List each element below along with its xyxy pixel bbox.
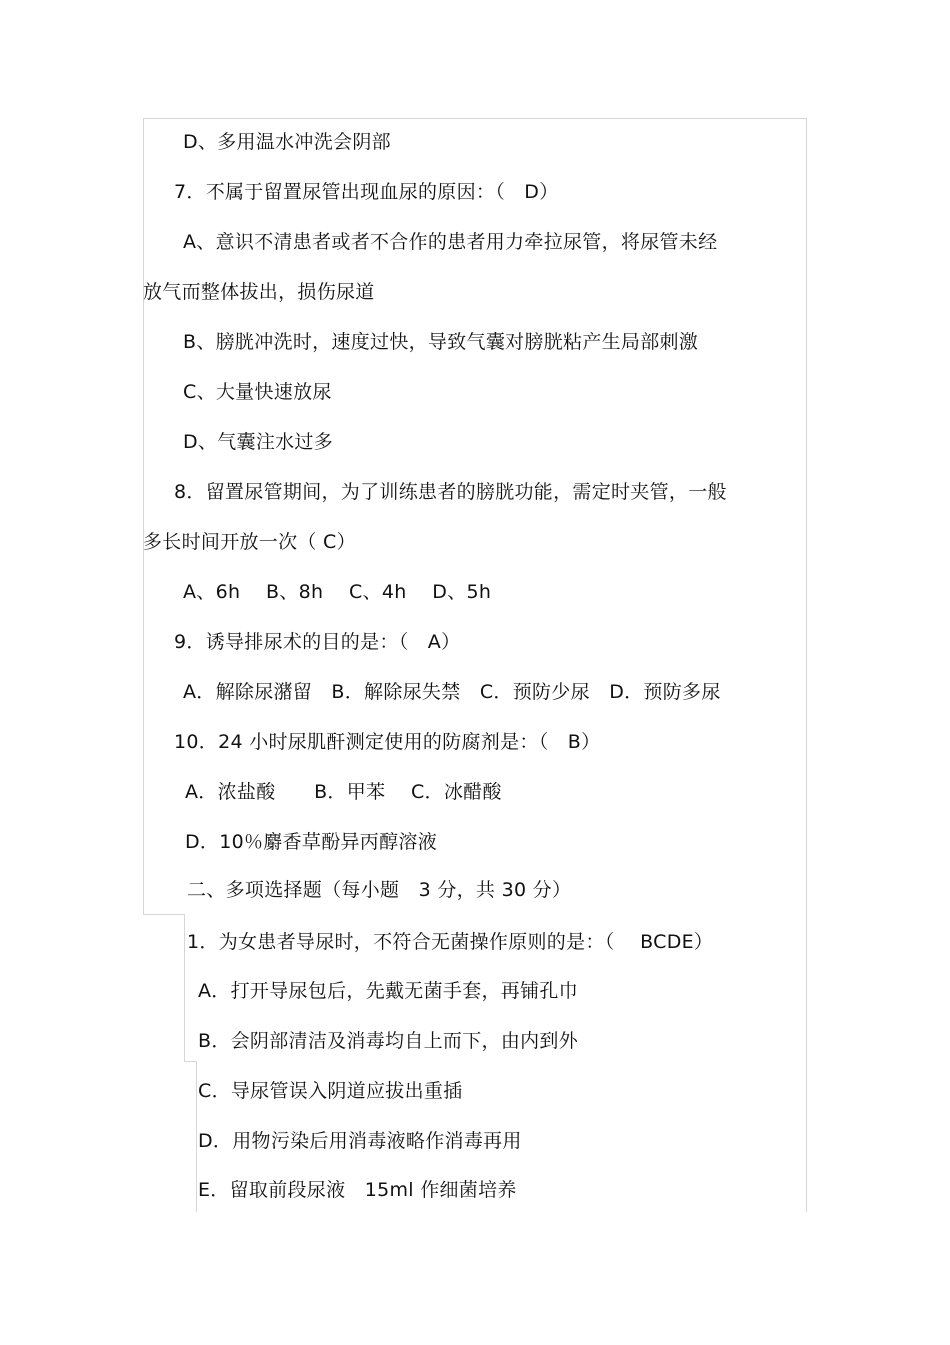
multi-option-c-1: C．导尿管误入阴道应拔出重插 [198, 1080, 463, 1102]
frame-notch-top [143, 914, 185, 915]
frame-right-line [806, 118, 807, 1212]
option-b-7: B、膀胱冲洗时，速度过快，导致气囊对膀胱粘产生局部刺激 [183, 331, 699, 353]
option-d-6: D、多用温水冲洗会阴部 [183, 131, 391, 153]
multi-option-d-1: D．用物污染后用消毒液略作消毒再用 [198, 1130, 522, 1152]
option-a-7-continued: 放气而整体拔出，损伤尿道 [143, 281, 375, 303]
section-heading-multiple-choice: 二、多项选择题（每小题 3 分，共 30 分） [187, 879, 572, 901]
option-d-10: D．10％麝香草酚异丙醇溶液 [185, 831, 438, 853]
frame-top-line [143, 118, 807, 119]
frame-notch-left [184, 914, 185, 1062]
options-8: A、6h B、8h C、4h D、5h [183, 581, 492, 603]
question-8: 8．留置尿管期间，为了训练患者的膀胱功能，需定时夹管，一般 [174, 481, 727, 503]
multi-option-b-1: B．会阴部清洁及消毒均自上而下，由内到外 [198, 1030, 579, 1052]
question-10: 10．24 小时尿肌酐测定使用的防腐剂是：（ B） [174, 731, 601, 753]
frame-left-line-lower [196, 1061, 197, 1212]
multi-question-1: 1．为女患者导尿时，不符合无菌操作原则的是：（ BCDE） [187, 931, 714, 953]
options-10-abc: A．浓盐酸 B．甲苯 C．冰醋酸 [185, 781, 502, 803]
multi-option-a-1: A．打开导尿包后，先戴无菌手套，再铺孔巾 [198, 980, 578, 1002]
multi-option-e-1: E．留取前段尿液 15ml 作细菌培养 [198, 1179, 517, 1201]
question-8-continued: 多长时间开放一次（ C） [143, 531, 356, 553]
option-d-7: D、气囊注水过多 [183, 431, 334, 453]
options-9: A．解除尿潴留 B．解除尿失禁 C．预防少尿 D．预防多尿 [183, 681, 721, 703]
question-9: 9．诱导排尿术的目的是：（ A） [174, 631, 461, 653]
option-a-7: A、意识不清患者或者不合作的患者用力牵拉尿管，将尿管未经 [183, 231, 718, 253]
option-c-7: C、大量快速放尿 [183, 381, 332, 403]
frame-left-line-upper [143, 118, 144, 915]
question-7: 7．不属于留置尿管出现血尿的原因：（ D） [174, 181, 559, 203]
